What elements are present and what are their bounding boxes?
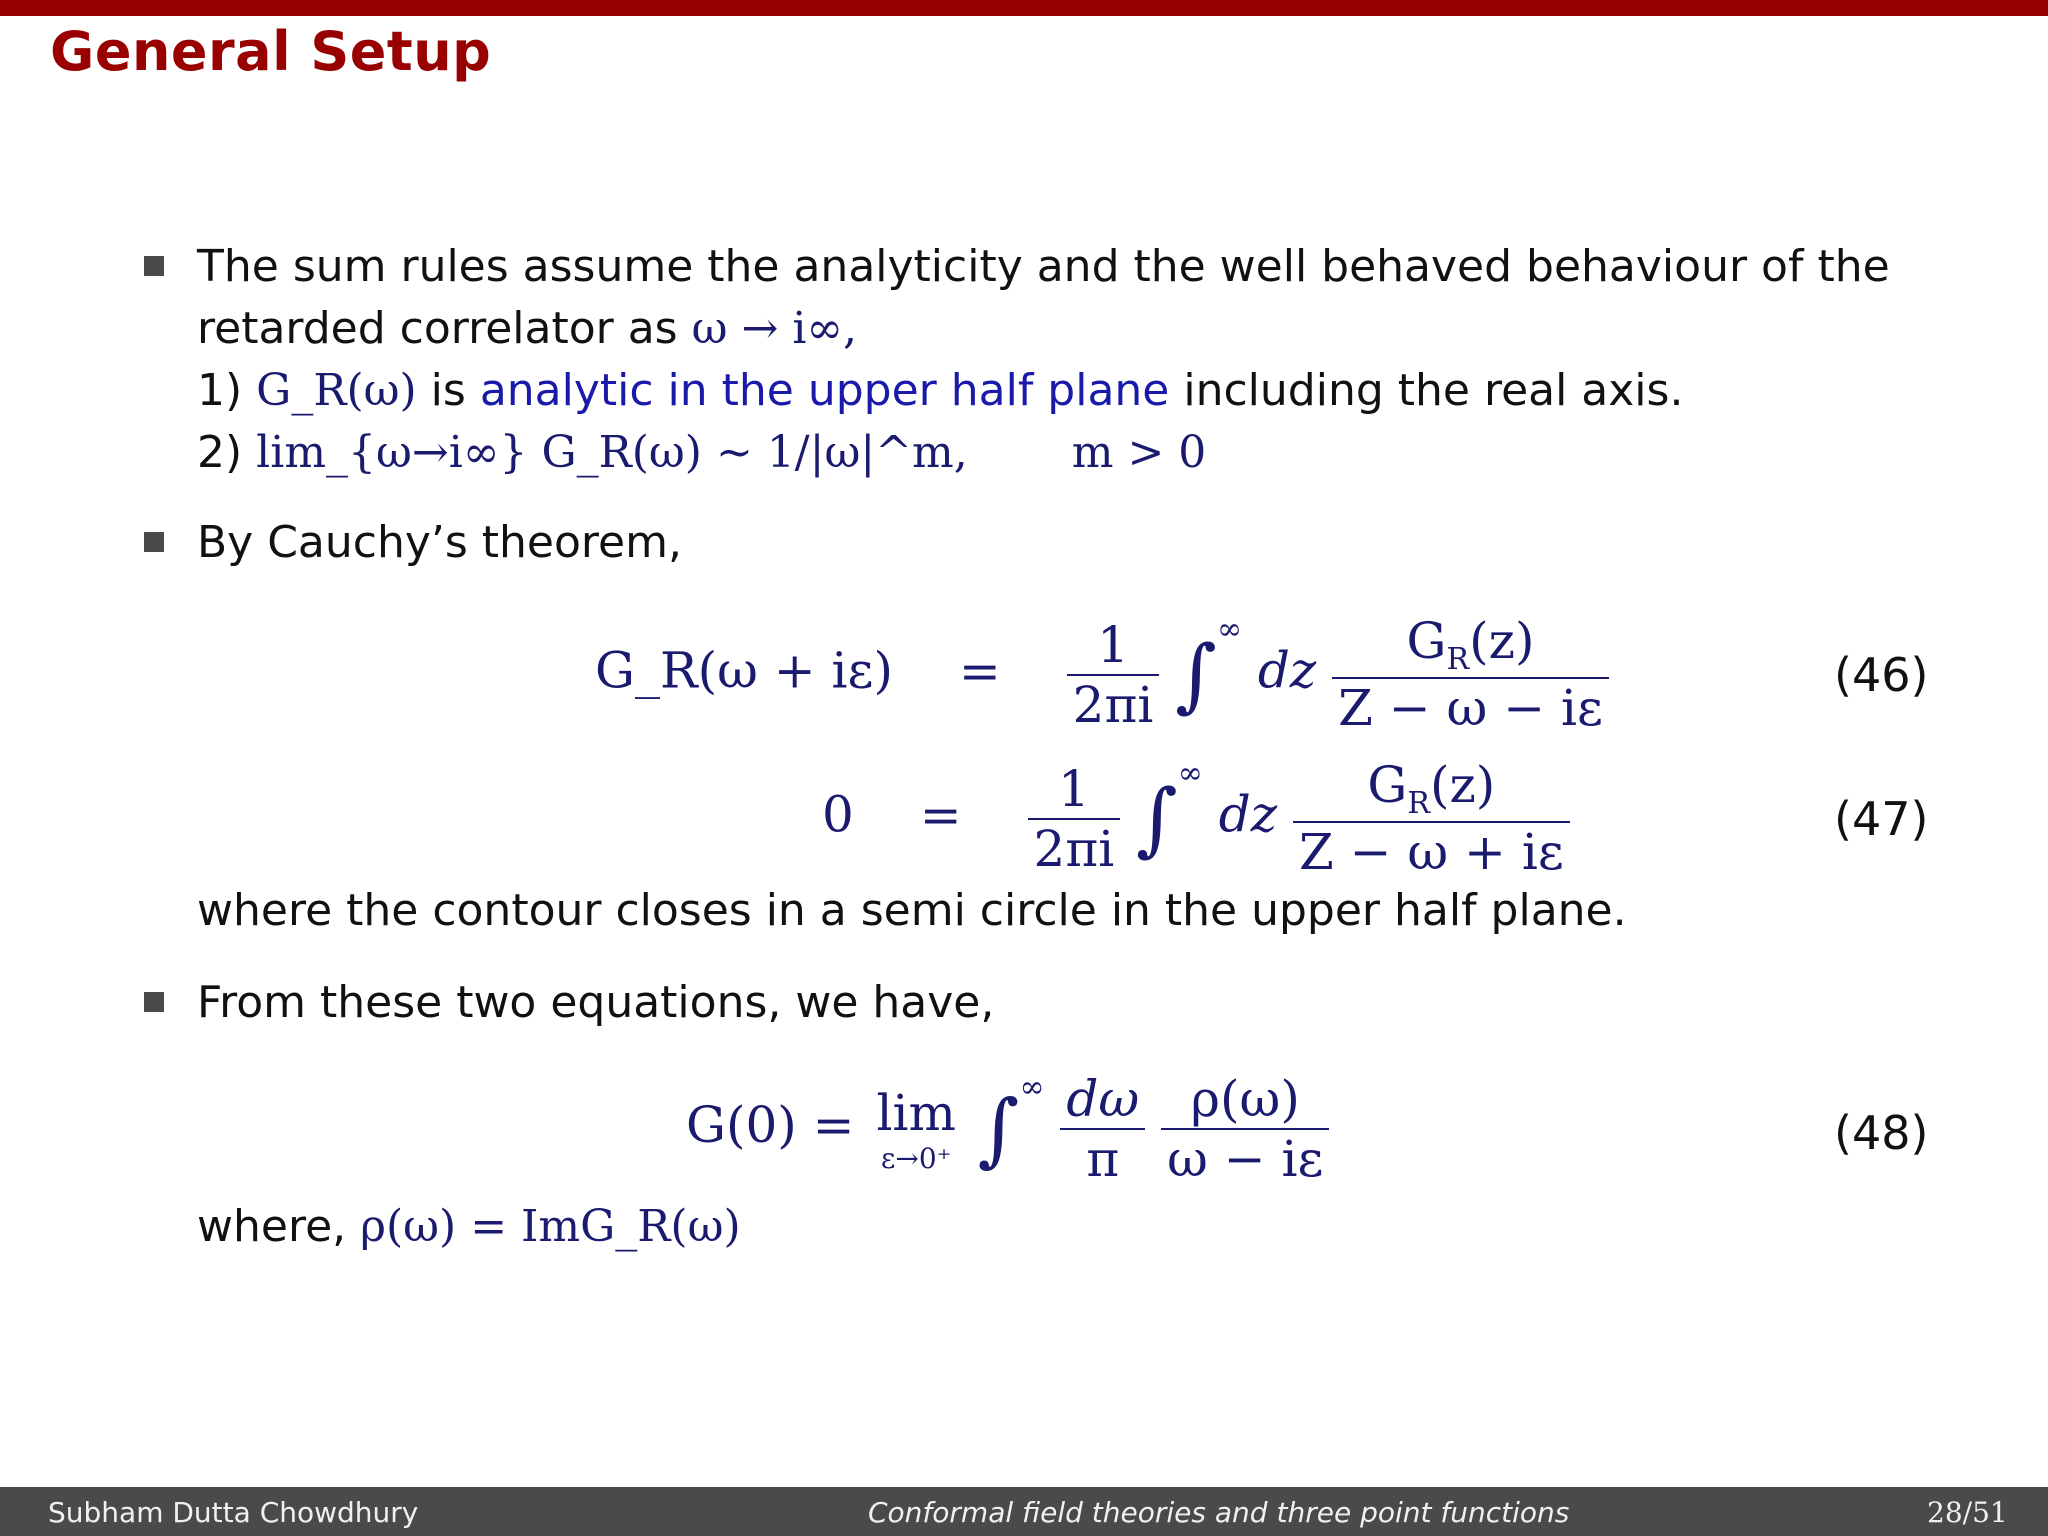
bullet-marker bbox=[144, 256, 164, 276]
equation-number: (46) bbox=[1834, 648, 1929, 702]
bullet3-text: From these two equations, we have, bbox=[197, 977, 995, 1028]
equation-47: 0 = $\frac{1}{2\pi i}$ ∫∞ dz $\frac{G_R(z)}{Z - \omega + i\varepsilon}$ bbox=[822, 756, 1570, 881]
contour-note: where the contour closes in a semi circle in the upper half plane. bbox=[197, 885, 1627, 936]
slide-title: General Setup bbox=[50, 20, 492, 83]
highlight-text: analytic in the upper half plane bbox=[479, 365, 1170, 416]
definition-line: where, ρ(ω) = ImG_R(ω) bbox=[197, 1201, 741, 1252]
bullet-marker bbox=[144, 992, 164, 1012]
bullet1-line1: The sum rules assume the analyticity and the well behaved behaviour of the bbox=[197, 241, 1890, 292]
condition-2: 2) lim_{ω→i∞} G_R(ω) ~ 1/|ω|^m, m > 0 bbox=[197, 427, 1207, 478]
bullet-marker bbox=[144, 532, 164, 552]
equation-48: G(0) = lim ε→0⁺ ∫∞ $\frac{d\omega}{\pi}$ $\frac{\rho(\omega)}{\omega - i\varepsilon}$ bbox=[686, 1070, 1329, 1188]
condition-1: 1) G_R(ω) is analytic in the upper half plane including the real axis. bbox=[197, 365, 1684, 416]
footer-title: Conformal field theories and three point functions bbox=[868, 1496, 1570, 1529]
top-accent-bar bbox=[0, 0, 2048, 16]
bullet2-text: By Cauchy’s theorem, bbox=[197, 517, 682, 568]
equation-number: (48) bbox=[1834, 1106, 1929, 1160]
footer-page-number: 28/51 bbox=[1927, 1496, 2008, 1529]
equation-number: (47) bbox=[1834, 792, 1929, 846]
footer-bar bbox=[0, 1487, 2048, 1536]
bullet1-line2: retarded correlator as ω → i∞, bbox=[197, 303, 858, 354]
equation-46: G_R(ω + iε) = $\frac{1}{2\pi i}$ ∫∞ dz $\frac{G_R(z)}{Z - \omega - i\varepsilon}$ bbox=[595, 612, 1609, 737]
footer-author: Subham Dutta Chowdhury bbox=[48, 1496, 419, 1529]
limit-expression: ω → i∞, bbox=[691, 303, 858, 354]
